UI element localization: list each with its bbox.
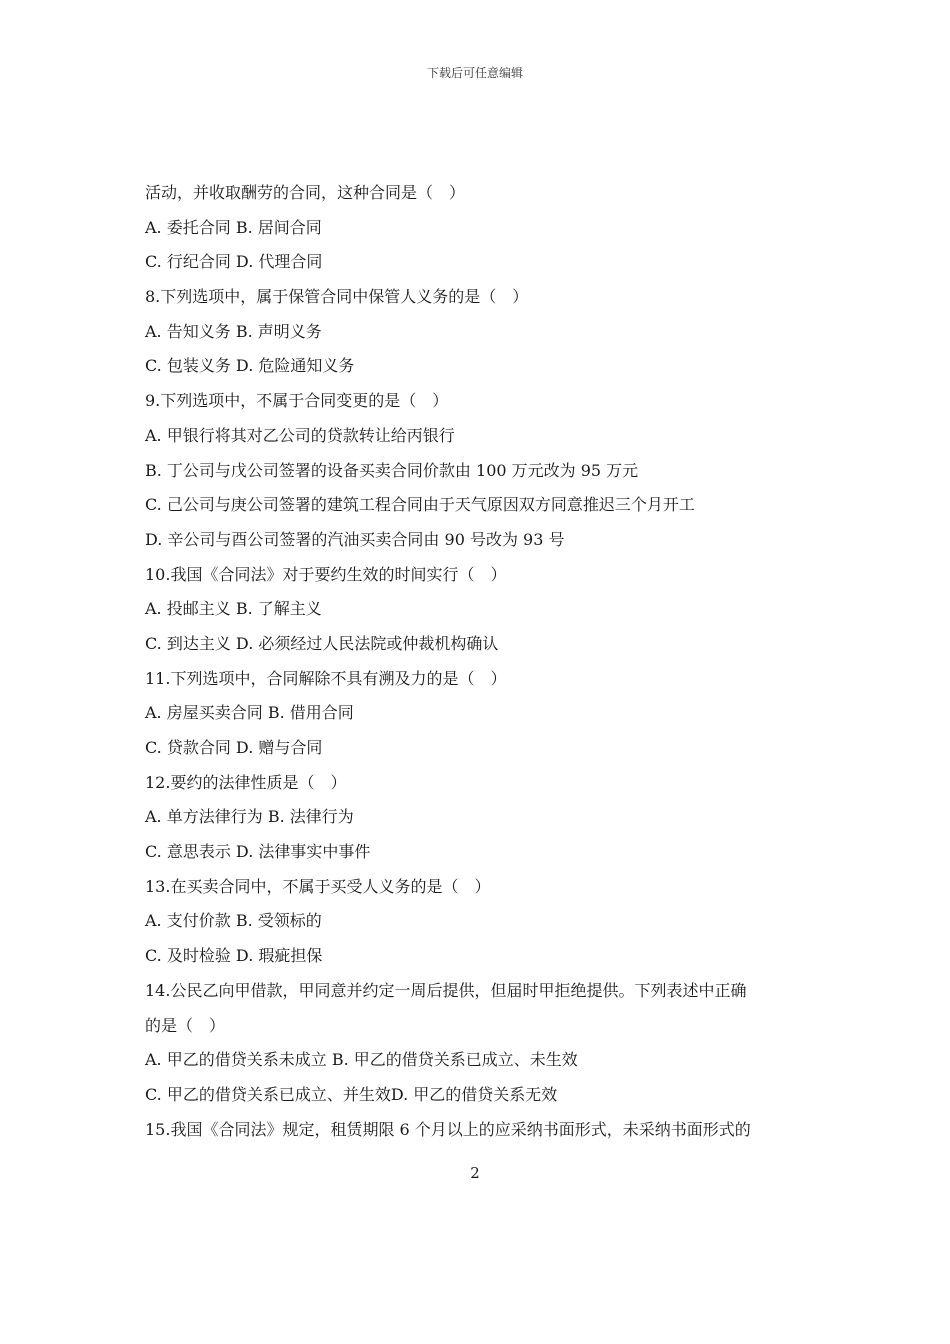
question-11: 11.下列选项中，合同解除不具有溯及力的是（ ） [145, 668, 507, 688]
option-line: A. 甲乙的借贷关系未成立 B. 甲乙的借贷关系已成立、未生效 [145, 1050, 578, 1070]
question-15: 15.我国《合同法》规定，租赁期限 6 个月以上的应采纳书面形式，未采纳书面形式的 [145, 1119, 751, 1139]
option-line: A. 房屋买卖合同 B. 借用合同 [145, 703, 354, 723]
document-body [145, 176, 815, 1147]
question-8: 8.下列选项中，属于保管合同中保管人义务的是（ ） [145, 287, 529, 307]
question-14: 14.公民乙向甲借款，甲同意并约定一周后提供，但届时甲拒绝提供。下列表述中正确 [145, 980, 747, 1000]
option-line: C. 己公司与庚公司签署的建筑工程合同由于天气原因双方同意推迟三个月开工 [145, 495, 695, 515]
text-line: 活动，并收取酬劳的合同，这种合同是（ ） [145, 183, 466, 202]
option-line: C. 到达主义 D. 必须经过人民法院或仲裁机构确认 [145, 633, 499, 653]
option-line: C. 意思表示 D. 法律事实中事件 [145, 842, 371, 862]
option-line: A. 告知义务 B. 声明义务 [145, 321, 322, 341]
option-line: A. 甲银行将其对乙公司的贷款转让给丙银行 [145, 425, 455, 445]
text-line: 的是（ ） [145, 1015, 226, 1035]
page-number: 2 [470, 1164, 480, 1182]
option-line: C. 及时检验 D. 瑕疵担保 [145, 946, 323, 966]
option-line: A. 投邮主义 B. 了解主义 [145, 599, 322, 619]
option-line: A. 单方法律行为 B. 法律行为 [145, 807, 354, 827]
question-10: 10.我国《合同法》对于要约生效的时间实行（ ） [145, 564, 507, 584]
option-line: A. 支付价款 B. 受领标的 [145, 911, 322, 931]
page-header: 下载后可任意编辑 [426, 66, 523, 80]
option-line: A. 委托合同 B. 居间合同 [145, 217, 322, 237]
question-13: 13.在买卖合同中，不属于买受人义务的是（ ） [145, 876, 491, 896]
question-9: 9.下列选项中，不属于合同变更的是（ ） [145, 391, 449, 411]
option-line: C. 贷款合同 D. 赠与合同 [145, 738, 323, 757]
option-line: C. 包装义务 D. 危险通知义务 [145, 356, 355, 376]
question-12: 12.要约的法律性质是（ ） [145, 772, 347, 792]
option-line: D. 辛公司与酉公司签署的汽油买卖合同由 90 号改为 93 号 [145, 529, 565, 549]
option-line: C. 行纪合同 D. 代理合同 [145, 252, 323, 272]
option-line: C. 甲乙的借贷关系已成立、并生效D. 甲乙的借贷关系无效 [145, 1084, 558, 1104]
option-line: B. 丁公司与戊公司签署的设备买卖合同价款由 100 万元改为 95 万元 [145, 460, 639, 480]
